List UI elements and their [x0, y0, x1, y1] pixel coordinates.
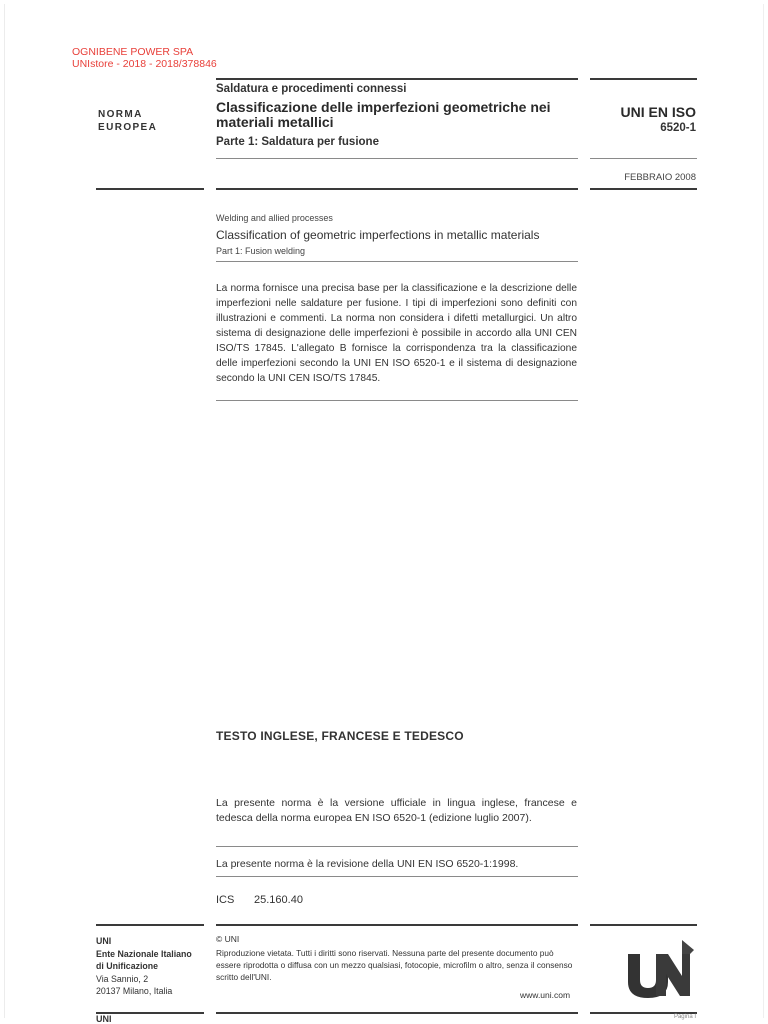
abstract-underline	[216, 400, 578, 401]
official-version-text: La presente norma è la versione ufficiale in lingua inglese, francese e tedesca della norma europea EN ISO 6520-1 (edizione luglio 2007).	[216, 797, 577, 824]
ics-label: ICS	[216, 894, 235, 906]
title-underline	[216, 158, 578, 159]
english-underline	[216, 261, 578, 262]
uni-logo	[624, 940, 696, 998]
standard-code: UNI EN ISO	[620, 104, 696, 120]
page-edge-left	[4, 4, 5, 1018]
header-bottom-rule-right	[590, 188, 697, 190]
page-label: Pagina I	[673, 1014, 696, 1020]
header-kicker: Saldatura e procedimenti connessi	[216, 83, 407, 95]
watermark-store-id: UNIstore - 2018 - 2018/378846	[72, 58, 217, 70]
org-name-line2: di Unificazione	[96, 961, 159, 971]
standard-number: 6520-1	[660, 122, 696, 134]
copyright-notice: © UNI	[216, 934, 240, 944]
footer-top-rule-right	[590, 924, 697, 926]
organization-block	[96, 935, 192, 998]
ics-code: 25.160.40	[254, 894, 303, 906]
header-bottom-rule-left	[96, 188, 204, 190]
header-top-rule-right	[590, 78, 697, 80]
uni-logo-stub: UNI	[96, 1014, 112, 1024]
norma-europea-label	[98, 108, 157, 134]
document-part: Parte 1: Saldatura per fusione	[216, 136, 379, 148]
english-title: Classification of geometric imperfections in metallic materials	[216, 228, 540, 242]
header-top-rule-center	[216, 78, 578, 80]
publication-date: FEBBRAIO 2008	[624, 172, 696, 183]
org-address-city: 20137 Milano, Italia	[96, 986, 173, 996]
official-underline	[216, 846, 578, 847]
org-address-street: Via Sannio, 2	[96, 973, 149, 984]
reproduction-notice: Riproduzione vietata. Tutti i diritti sono riservati. Nessuna parte del presente documento può essere riprodotta o diffusa con un mezzo qualsiasi, fotocopie, microfilm o altro, senza il consenso scritto dell'UNI.	[216, 948, 573, 982]
revision-underline	[216, 876, 578, 877]
footer-top-rule-left	[96, 924, 204, 926]
abstract-paragraph: La norma fornisce una precisa base per la classificazione e la descrizione delle imperfezioni nelle saldature per fusione. I tipi di imperfezioni sono definiti con illustrazioni e commenti. La norma non considera i difetti metallurgici. Un altro sistema di designazione delle imperfezioni è possibile in accordo alla UNI CEN ISO/TS 17845. L'allegato B fornisce la corrispondenza tra la classificazione delle imperfezioni secondo la UNI EN ISO 6520-1 e il sistema di designazione secondo la UNI CEN ISO/TS 17845.	[216, 283, 577, 384]
website-link[interactable]: www.uni.com	[520, 990, 571, 1000]
page-edge-right	[763, 4, 764, 1018]
watermark-company: OGNIBENE POWER SPA	[72, 46, 194, 58]
footer-top-rule-center	[216, 924, 578, 926]
english-part: Part 1: Fusion welding	[216, 246, 306, 256]
watermark	[72, 46, 217, 70]
revision-text: La presente norma è la revisione della UNI EN ISO 6520-1:1998.	[216, 858, 519, 870]
english-kicker: Welding and allied processes	[216, 213, 333, 223]
code-underline	[590, 158, 697, 159]
org-name-line1: Ente Nazionale Italiano	[96, 948, 192, 959]
document-title: Classificazione delle imperfezioni geometriche nei materiali metallici	[216, 99, 551, 130]
europea-label: EUROPEA	[98, 122, 158, 133]
footer-bottom-rule-left	[96, 1012, 204, 1014]
norma-label: NORMA	[98, 109, 143, 120]
footer-bottom-rule-center	[216, 1012, 578, 1014]
org-short-name: UNI	[96, 936, 112, 946]
header-bottom-rule-center	[216, 188, 578, 190]
languages-heading: TESTO INGLESE, FRANCESE E TEDESCO	[216, 729, 464, 743]
